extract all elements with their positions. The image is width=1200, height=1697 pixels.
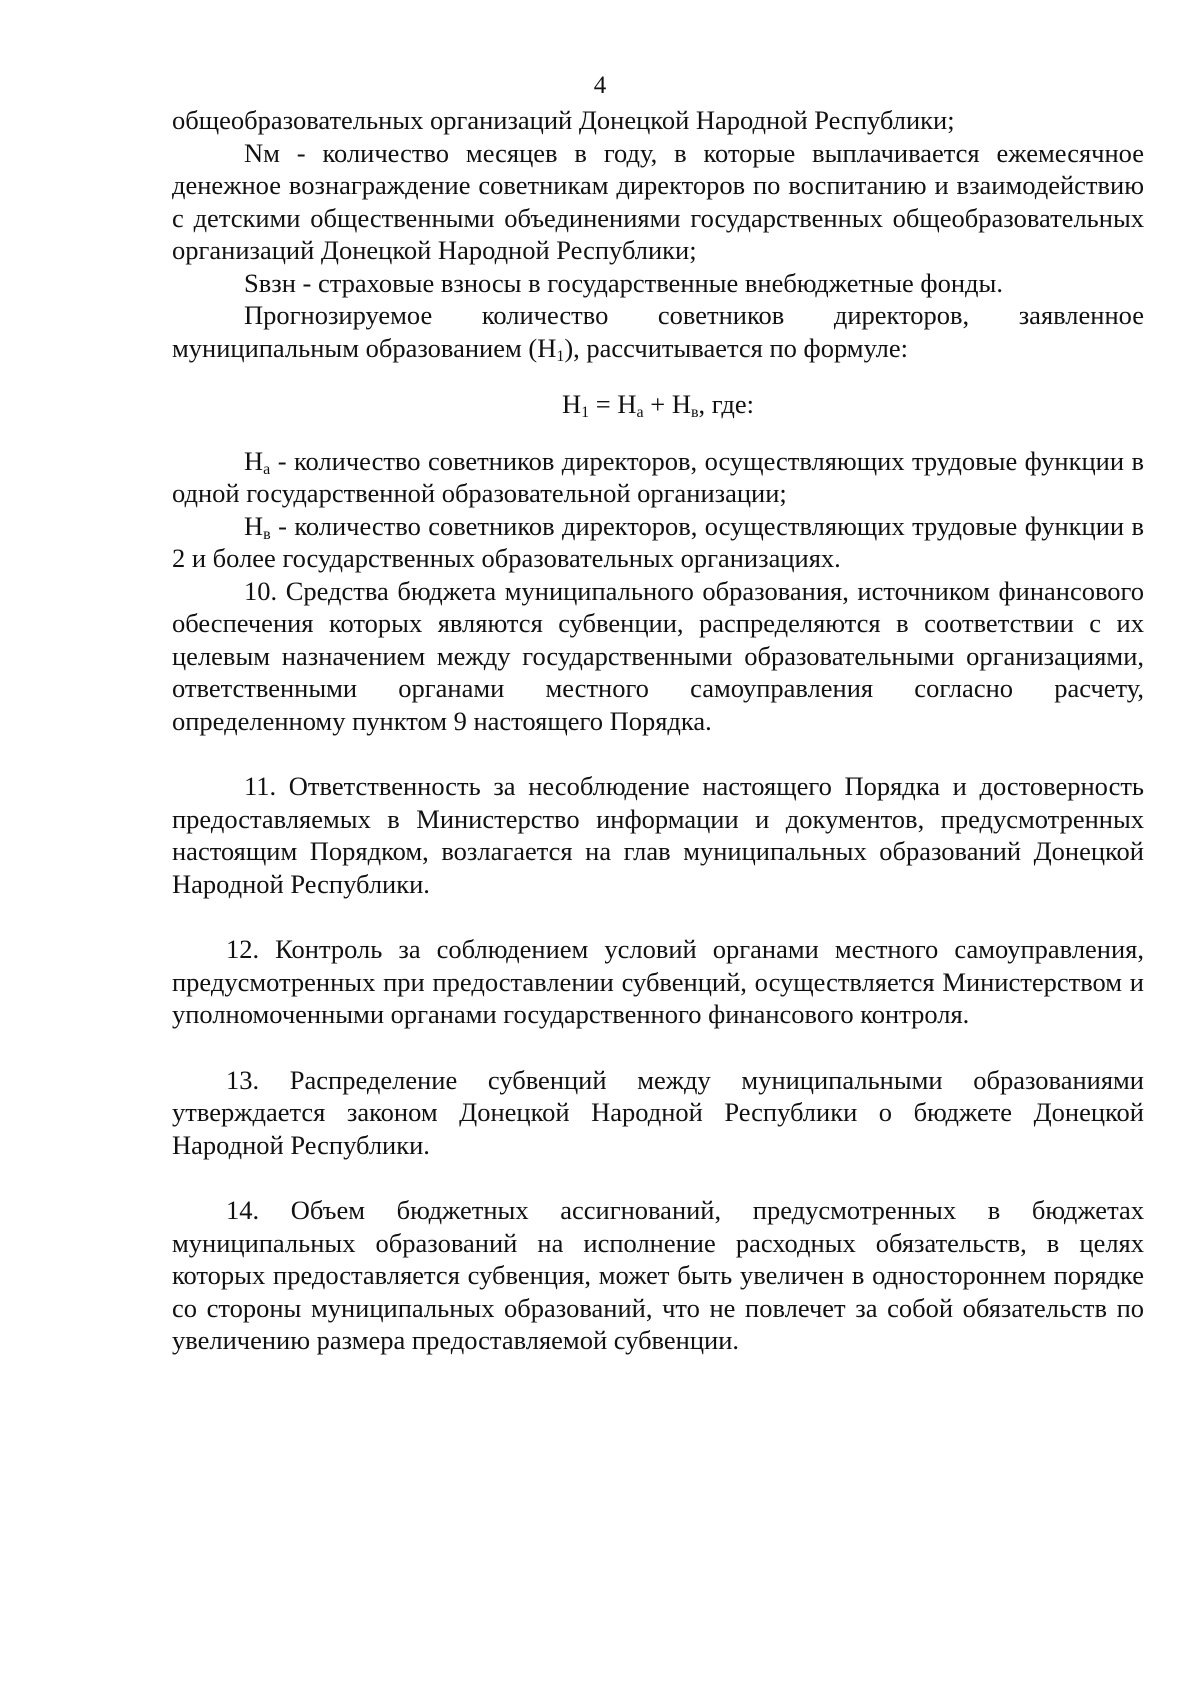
document-body [172,104,1144,1357]
paragraph-14: 14. Объем бюджетных ассигнований, предусмотренных в бюджетах муниципальных образований на исполнение расходных обязательств, в целях которых предоставляется субвенция, может быть увеличен в одностороннем порядке со стороны муниципальных образований, что не повлечет за собой обязательств по увеличению размера предоставляемой субвенции. [172,1195,1144,1355]
paragraph-svzn-definition: Sвзн - страховые взносы в государственные внебюджетные фонды. [244,267,1003,298]
paragraph-organizations: общеобразовательных организаций Донецкой Народной Республики; [172,105,955,135]
paragraph-gap [172,1031,1144,1064]
formula-v-sub: в [690,404,699,421]
formula-left-sub: 1 [581,404,590,421]
paragraph-hv-definition [172,510,1144,575]
hv-lead: Н [244,510,264,541]
formula-left: Н [562,389,582,419]
paragraph-gap [172,900,1144,933]
paragraph-13: 13. Распределение субвенций между муниципальными образованиями утверждается законом Донецкой Народной Республики о бюджете Донецкой Народной Республики. [172,1064,1144,1160]
forecast-text-start: Прогнозируемое количество советников директоров, заявленное муниципальным образованием (Н [172,300,1144,363]
forecast-text-end: ), рассчитывается по формуле: [564,332,908,363]
page-number: 4 [593,72,607,99]
ha-lead: Н [244,445,264,476]
ha-sub: а [263,460,271,478]
hv-text: - количество советников директоров, осуществляющих трудовые функции в 2 и более государственных образовательных организациях. [172,510,1144,573]
forecast-subscript: 1 [556,347,565,365]
formula-tail: , где: [698,389,754,419]
paragraph-ha-definition [172,445,1144,510]
paragraph-forecast-count [172,299,1144,364]
paragraph-12: 12. Контроль за соблюдением условий органами местного самоуправления, предусмотренных при предоставлении субвенций, осуществляется Министерством и уполномоченными органами государственного финансового контроля. [172,934,1144,1029]
paragraph-gap [172,1161,1144,1194]
formula-h1 [172,388,1144,421]
formula-a-sub: а [636,404,644,421]
paragraph-nm-definition: Nм - количество месяцев в году, в которые выплачивается ежемесячное денежное вознаграждение советникам директоров по воспитанию и взаимодействию с детскими общественными объединениями государственных общеобразовательных организаций Донецкой Народной Республики; [172,137,1144,265]
formula-mid2: + Н [643,389,691,419]
paragraph-gap [172,737,1144,770]
ha-text: - количество советников директоров, осуществляющих трудовые функции в одной государственной образовательной организации; [172,445,1144,508]
formula-mid1: = Н [589,389,637,419]
paragraph-10: 10. Средства бюджета муниципального образования, источником финансового обеспечения которых являются субвенции, распределяются в соответствии с их целевым назначением между государственными образовательными организациями, ответственными органами местного самоуправления согласно расчету, определенному пунктом 9 настоящего Порядка. [172,575,1144,736]
hv-sub: в [263,525,271,543]
paragraph-11: 11. Ответственность за несоблюдение настоящего Порядка и достоверность предоставляемых в Министерство информации и документов, предусмотренных настоящим Порядком, возлагается на глав муниципальных образований Донецкой Народной Республики. [172,771,1144,899]
